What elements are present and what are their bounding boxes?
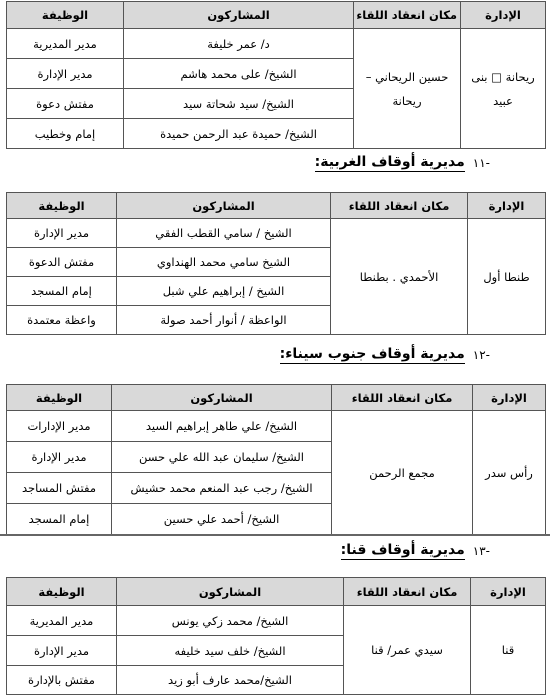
header-place: مكان انعقاد اللقاء [332, 385, 473, 411]
header-dept: الإدارة [468, 193, 546, 219]
table-row [7, 606, 546, 636]
job-cell: واعظة معتمدة [7, 306, 117, 335]
header-place: مكان انعقاد اللقاء [354, 2, 461, 29]
section-title: مديرية أوقاف الغربية: [314, 154, 465, 170]
section-number: -١٢ [472, 348, 490, 362]
job-cell: إمام المسجد [7, 277, 117, 306]
section-heading-south-sinai [280, 344, 490, 366]
table-row [7, 219, 546, 248]
participant-cell: الشيخ/ على محمد هاشم [124, 59, 354, 89]
job-cell: مدير الإدارة [7, 636, 117, 666]
participant-cell: الشيخ/ سيد شحاتة سيد [124, 89, 354, 119]
table-rihana [6, 1, 546, 149]
place-cell: مجمع الرحمن [332, 411, 473, 535]
job-cell: مدير الإدارة [7, 59, 124, 89]
header-place: مكان انعقاد اللقاء [344, 578, 471, 606]
job-cell: مدير المديرية [7, 29, 124, 59]
job-cell: مدير الإدارة [7, 219, 117, 248]
section-title: مديرية أوقاف جنوب سيناء: [279, 346, 465, 362]
participant-cell: الشيخ/ أحمد علي حسين [112, 504, 332, 535]
participant-cell: الشيخ سامي محمد الهنداوي [117, 248, 331, 277]
participant-cell: د/ عمر خليفة [124, 29, 354, 59]
header-dept: الإدارة [461, 2, 546, 29]
dept-cell: طنطا أول [468, 219, 546, 335]
table-gharbia [6, 192, 546, 335]
job-cell: مدير المديرية [7, 606, 117, 636]
table-south-sinai [6, 384, 546, 535]
header-job: الوظيفة [7, 2, 124, 29]
section-number: -١١ [472, 156, 490, 170]
header-job: الوظيفة [7, 193, 117, 219]
participant-cell: الشيخ/ رجب عبد المنعم محمد حشيش [112, 473, 332, 504]
section-heading-gharbia [315, 152, 490, 174]
table-qena [6, 577, 546, 695]
header-participants: المشاركون [112, 385, 332, 411]
section-heading-qena [341, 540, 490, 562]
dept-cell: رأس سدر [473, 411, 546, 535]
participant-cell: الشيخ/ محمد زكي يونس [117, 606, 344, 636]
participant-cell: الشيخ/ سليمان عبد الله علي حسن [112, 442, 332, 473]
table-row [7, 29, 546, 59]
job-cell: مفتش دعوة [7, 89, 124, 119]
job-cell: إمام المسجد [7, 504, 112, 535]
job-cell: مفتش بالإدارة [7, 666, 117, 695]
participant-cell: الشيخ/ حميدة عبد الرحمن حميدة [124, 119, 354, 149]
header-participants: المشاركون [117, 193, 331, 219]
header-dept: الإدارة [471, 578, 546, 606]
participant-cell: الشيخ/محمد عارف أبو زيد [117, 666, 344, 695]
participant-cell: الواعظة / أنوار أحمد صولة [117, 306, 331, 335]
participant-cell: الشيخ / إبراهيم علي شبل [117, 277, 331, 306]
section-title: مديرية أوقاف قنا: [340, 542, 465, 558]
section-divider [0, 534, 550, 536]
participant-cell: الشيخ/ علي طاهر إبراهيم السيد [112, 411, 332, 442]
job-cell: مدير الإدارات [7, 411, 112, 442]
job-cell: مدير الإدارة [7, 442, 112, 473]
job-cell: مفتش المساجد [7, 473, 112, 504]
dept-cell: قنا [471, 606, 546, 695]
header-participants: المشاركون [124, 2, 354, 29]
dept-cell: ريحانة □ بنى عبيد [461, 29, 546, 149]
job-cell: مفتش الدعوة [7, 248, 117, 277]
participant-cell: الشيخ/ خلف سيد خليفه [117, 636, 344, 666]
section-number: -١٣ [472, 544, 490, 558]
header-job: الوظيفة [7, 385, 112, 411]
header-place: مكان انعقاد اللقاء [331, 193, 468, 219]
place-cell: الأحمدي . بطنطا [331, 219, 468, 335]
table-row [7, 411, 546, 442]
header-job: الوظيفة [7, 578, 117, 606]
header-dept: الإدارة [473, 385, 546, 411]
place-cell: حسين الريحاني – ريحانة [354, 29, 461, 149]
participant-cell: الشيخ / سامي القطب الفقي [117, 219, 331, 248]
place-cell: سيدي عمر/ قنا [344, 606, 471, 695]
job-cell: إمام وخطيب [7, 119, 124, 149]
header-participants: المشاركون [117, 578, 344, 606]
